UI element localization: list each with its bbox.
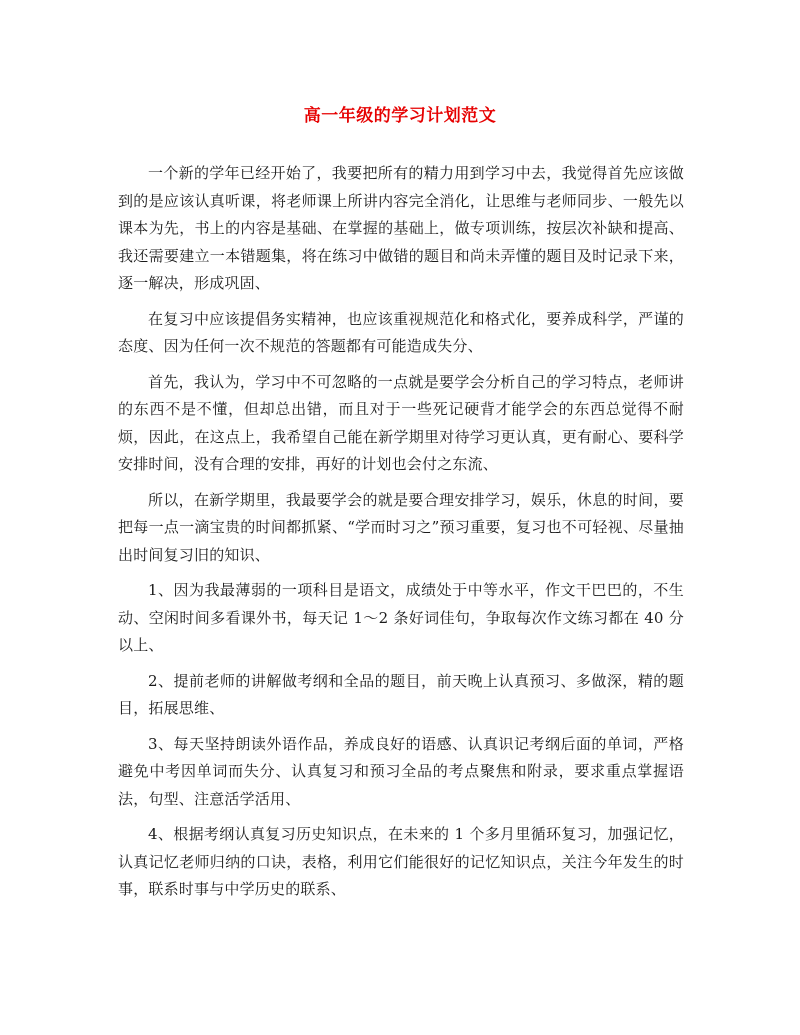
document-body [118, 160, 684, 912]
paragraph-4: 所以，在新学期里，我最要学会的就是要合理安排学习，娱乐，休息的时间，要把每一点一滴宝贵的时间都抓紧、“学而时习之”预习重要，复习也不可轻视、尽量抽出时间复习旧的知识、 [118, 490, 684, 564]
paragraph-2: 在复习中应该提倡务实精神，也应该重视规范化和格式化，要养成科学，严谨的态度、因为任何一次不规范的答题都有可能造成失分、 [118, 309, 684, 355]
document-title: 高一年级的学习计划范文 [303, 106, 497, 126]
paragraph-3: 首先，我认为，学习中不可忽略的一点就是要学会分析自己的学习特点，老师讲的东西不是不懂，但却总出错，而且对于一些死记硬背才能学会的东西总觉得不耐烦，因此，在这点上，我希望自己能在新学期里对待学习更认真，更有耐心、要科学安排时间，没有合理的安排，再好的计划也会付之东流、 [118, 372, 684, 473]
paragraph-8: 4、根据考纲认真复习历史知识点，在未来的 1 个多月里循环复习，加强记忆，认真记忆老师归纳的口诀，表格，利用它们能很好的记忆知识点，关注今年发生的时事，联系时事与中学历史的联系、 [118, 825, 684, 898]
paragraph-1: 一个新的学年已经开始了，我要把所有的精力用到学习中去，我觉得首先应该做到的是应该认真听课，将老师课上所讲内容完全消化，让思维与老师同步、一般先以课本为先，书上的内容是基础、在掌握的基础上，做专项训练，按层次补缺和提高、我还需要建立一本错题集，将在练习中做错的题目和尚未弄懂的题目及时记录下来，逐一解决，形成巩固、 [118, 164, 684, 292]
paragraph-6: 2、提前老师的讲解做考纲和全品的题目，前天晚上认真预习、多做深，精的题目，拓展思维、 [118, 671, 684, 717]
paragraph-7: 3、每天坚持朗读外语作品，养成良好的语感、认真识记考纲后面的单词，严格避免中考因单词而失分、认真复习和预习全品的考点聚焦和附录，要求重点掌握语法，句型、注意活学活用、 [118, 734, 684, 808]
paragraph-5: 1、因为我最薄弱的一项科目是语文，成绩处于中等水平，作文干巴巴的，不生动、空闲时间多看课外书，每天记 1～2 条好词佳句，争取每次作文练习都在 40 分以上、 [118, 581, 684, 654]
